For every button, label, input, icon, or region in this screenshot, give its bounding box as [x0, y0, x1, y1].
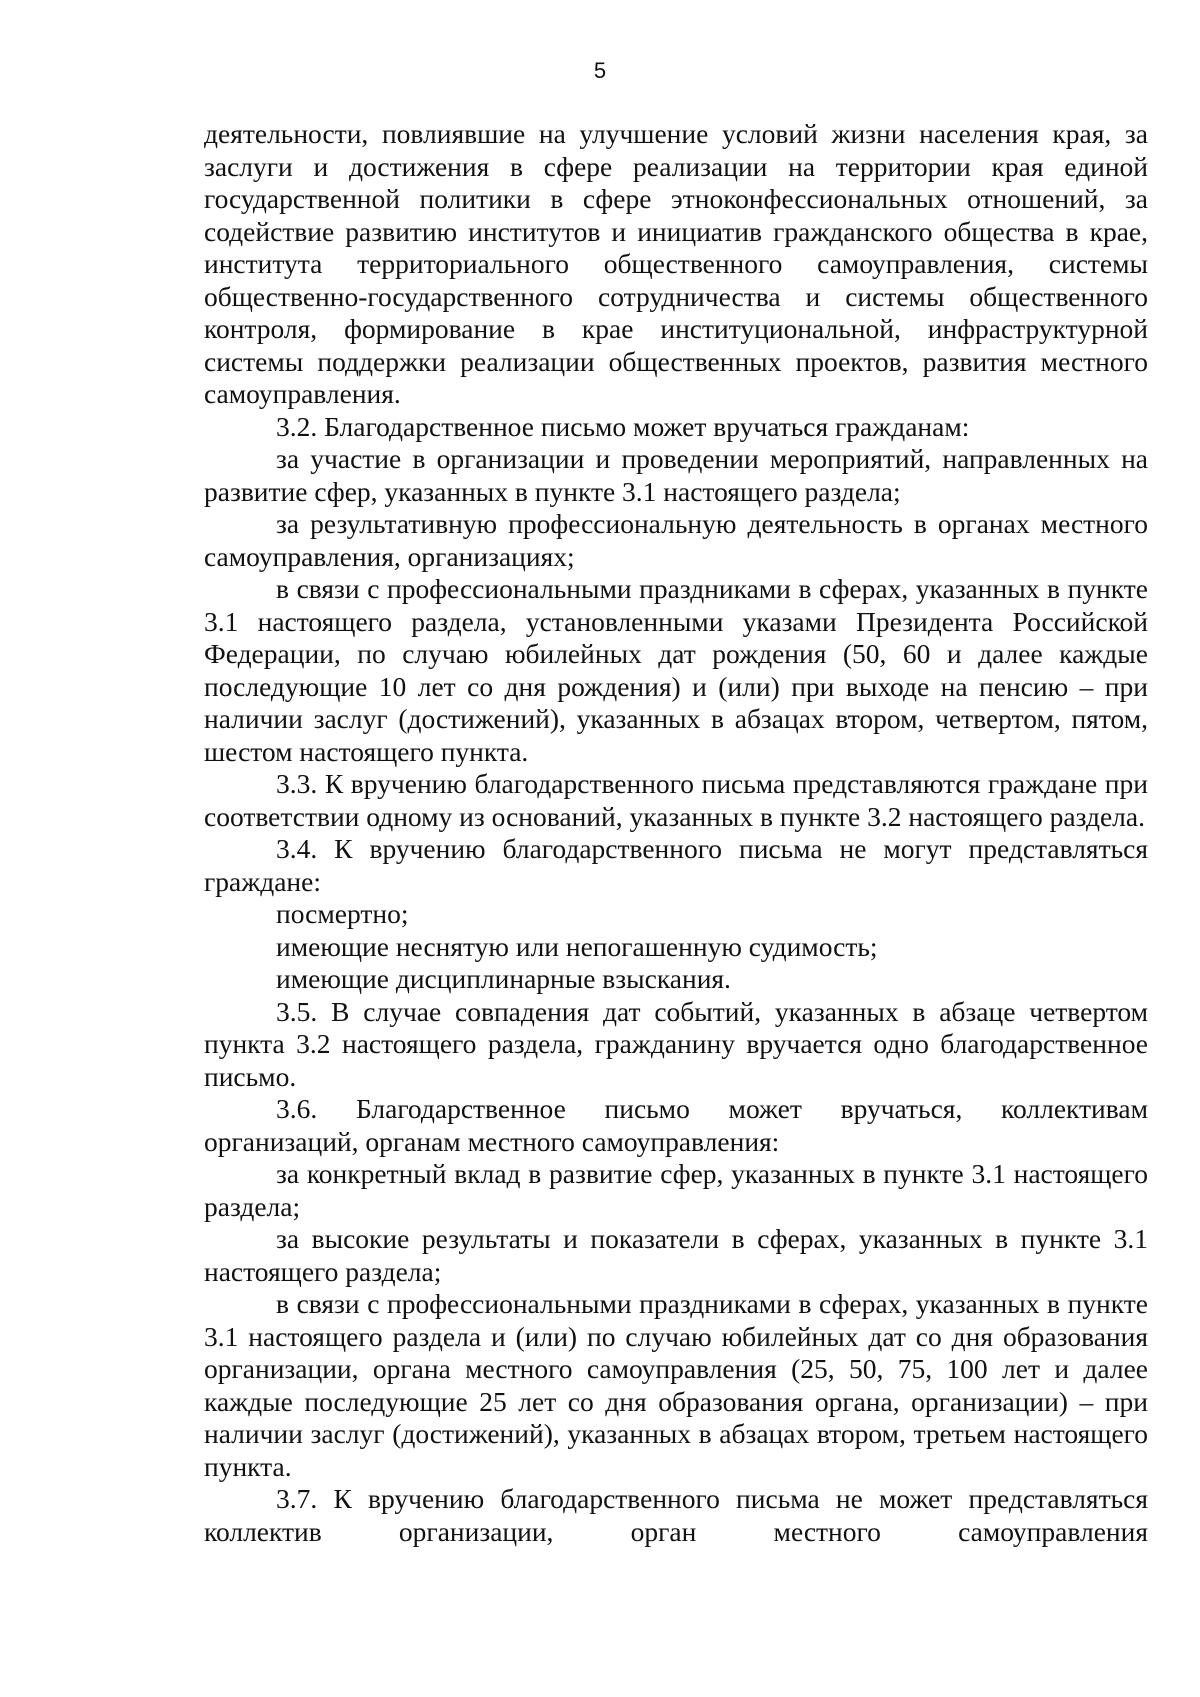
- paragraph-3-6: 3.6. Благодарственное письмо может вручаться, коллективам организаций, органам местного самоуправления:: [204, 1093, 1148, 1157]
- paragraph-continuation: деятельности, повлиявшие на улучшение условий жизни населения края, за заслуги и достижения в сфере реализации на территории края единой государственной политики в сфере этноконфессиональных отношений, за содействие развитию институтов и инициатив гражданского общества в крае, института территориального общественного самоуправления, системы общественно-государственного сотрудничества и системы общественного контроля, формирование в крае институциональной, инфраструктурной системы поддержки реализации общественных проектов, развития местного самоуправления.: [204, 118, 1148, 409]
- paragraph-3-5: 3.5. В случае совпадения дат событий, указанных в абзаце четвертом пункта 3.2 настоящего раздела, гражданину вручается одно благодарственное письмо.: [204, 995, 1148, 1092]
- paragraph-3-3: 3.3. К вручению благодарственного письма представляются граждане при соответствии одному из оснований, указанных в пункте 3.2 настоящего раздела.: [204, 768, 1148, 832]
- paragraph-3-4-item-1: посмертно;: [276, 898, 409, 929]
- paragraph-3-4-item-3: имеющие дисциплинарные взыскания.: [276, 963, 731, 994]
- paragraph-3-2: 3.2. Благодарственное письмо может вручаться гражданам:: [276, 410, 970, 442]
- paragraph-3-2-item-2: за результативную профессиональную деятельность в органах местного самоуправления, организациях;: [204, 508, 1148, 572]
- document-body: [204, 118, 1148, 1548]
- paragraph-3-7: 3.7. К вручению благодарственного письма не может представляться коллектив организации, орган местного самоуправления: [204, 1483, 1148, 1547]
- paragraph-3-2-item-1: за участие в организации и проведении мероприятий, направленных на развитие сфер, указанных в пункте 3.1 настоящего раздела;: [204, 443, 1148, 507]
- paragraph-3-6-item-1: за конкретный вклад в развитие сфер, указанных в пункте 3.1 настоящего раздела;: [204, 1158, 1148, 1222]
- paragraph-3-6-item-3: в связи с профессиональными праздниками в сферах, указанных в пункте 3.1 настоящего раздела и (или) по случаю юбилейных дат со дня образования организации, органа местного самоуправления (25, 50, 75, 100 лет и далее каждые последующие 25 лет со дня образования органа, организации) – при наличии заслуг (достижений), указанных в абзацах втором, третьем настоящего пункта.: [204, 1288, 1148, 1482]
- paragraph-3-6-item-2: за высокие результаты и показатели в сферах, указанных в пункте 3.1 настоящего раздела;: [204, 1223, 1148, 1287]
- paragraph-3-4: 3.4. К вручению благодарственного письма не могут представляться граждане:: [204, 833, 1148, 897]
- paragraph-3-2-item-3: в связи с профессиональными праздниками в сферах, указанных в пункте 3.1 настоящего раздела, установленными указами Президента Российской Федерации, по случаю юбилейных дат рождения (50, 60 и далее каждые последующие 10 лет со дня рождения) и (или) при выходе на пенсию – при наличии заслуг (достижений), указанных в абзацах втором, четвертом, пятом, шестом настоящего пункта.: [204, 573, 1148, 767]
- paragraph-3-4-item-2: имеющие неснятую или непогашенную судимость;: [276, 930, 878, 962]
- page-number: 5: [593, 58, 607, 83]
